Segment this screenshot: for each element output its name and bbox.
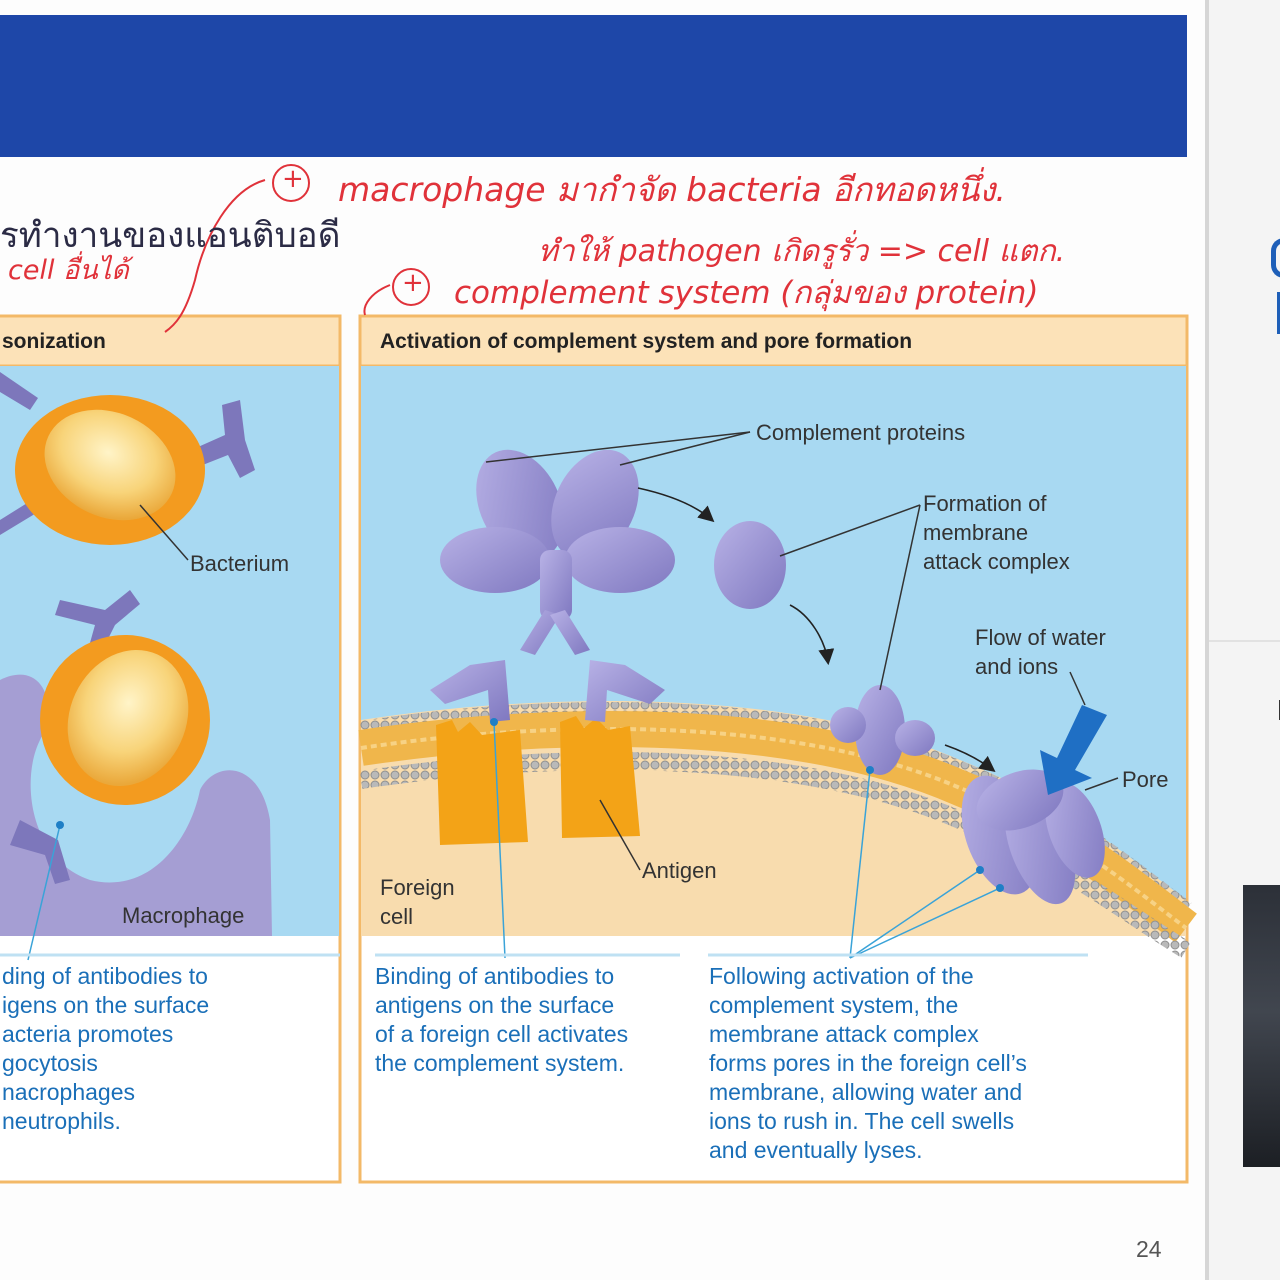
flow-label-line: and ions (975, 654, 1059, 679)
bacterium-label: Bacterium (190, 551, 290, 576)
caption-line: membrane, allowing water and (709, 1079, 1023, 1105)
caption-line: forms pores in the foreign cell’s (709, 1050, 1027, 1076)
foreign-cell-label (380, 873, 455, 931)
video-thumbnail[interactable] (1243, 885, 1280, 1167)
annotation-line-1: macrophage มากำจัด bacteria อีกทอดหนึ่ง. (338, 170, 1006, 209)
left-panel-heading: sonization (2, 330, 106, 353)
flow-label (975, 623, 1106, 681)
macrophage-label: Macrophage (122, 903, 245, 928)
caption-line: complement system, the (709, 992, 959, 1018)
complement-proteins-label: Complement proteins (756, 420, 966, 445)
caption-line: and eventually lyses. (709, 1137, 923, 1163)
caption-line: the complement system. (375, 1050, 625, 1076)
caption-line: ding of antibodies to (2, 963, 208, 989)
annotation-line-3: complement system (กลุ่มของ protein) (454, 275, 1039, 311)
mac-label (923, 489, 1070, 576)
caption-line: membrane attack complex (709, 1021, 979, 1047)
flow-label-line: Flow of water (975, 625, 1106, 650)
page-number: 24 (1136, 1236, 1162, 1262)
annotation-plus-1: + (282, 164, 304, 194)
caption-line: neutrophils. (2, 1108, 121, 1134)
caption-line: of a foreign cell activates (375, 1021, 629, 1047)
antigen-label: Antigen (642, 858, 717, 883)
pore-label: Pore (1122, 767, 1169, 792)
caption-line: igens on the surface (2, 992, 210, 1018)
caption-line: acteria promotes (2, 1021, 174, 1047)
foreign-cell-label-line: cell (380, 904, 414, 929)
right-caption (709, 962, 1027, 1165)
slide-title: รทำงานของแอนติบอดี (0, 216, 341, 256)
pane-divider (1209, 640, 1280, 642)
left-caption (2, 962, 209, 1136)
annotation-left-note: cell อื่นได้ (8, 255, 129, 286)
partial-logo-icon (1271, 238, 1280, 278)
caption-line: gocytosis (2, 1050, 98, 1076)
caption-line: antigens on the surface (375, 992, 615, 1018)
caption-line: nacrophages (2, 1079, 135, 1105)
caption-line: ions to rush in. The cell swells (709, 1108, 1015, 1134)
middle-caption (375, 962, 628, 1078)
annotation-line-2: ทำให้ pathogen เกิดรูรั่ว => cell แตก. (538, 234, 1066, 269)
caption-line: Binding of antibodies to (375, 963, 615, 989)
mac-label-line: membrane (923, 520, 1029, 545)
mac-label-line: Formation of (923, 491, 1047, 516)
right-panel-heading: Activation of complement system and pore formation (380, 330, 913, 353)
foreign-cell-label-line: Foreign (380, 875, 455, 900)
side-pane[interactable] (1205, 0, 1280, 1280)
mac-label-line: attack complex (923, 549, 1070, 574)
annotation-plus-2: + (402, 268, 424, 298)
caption-line: Following activation of the (709, 963, 974, 989)
